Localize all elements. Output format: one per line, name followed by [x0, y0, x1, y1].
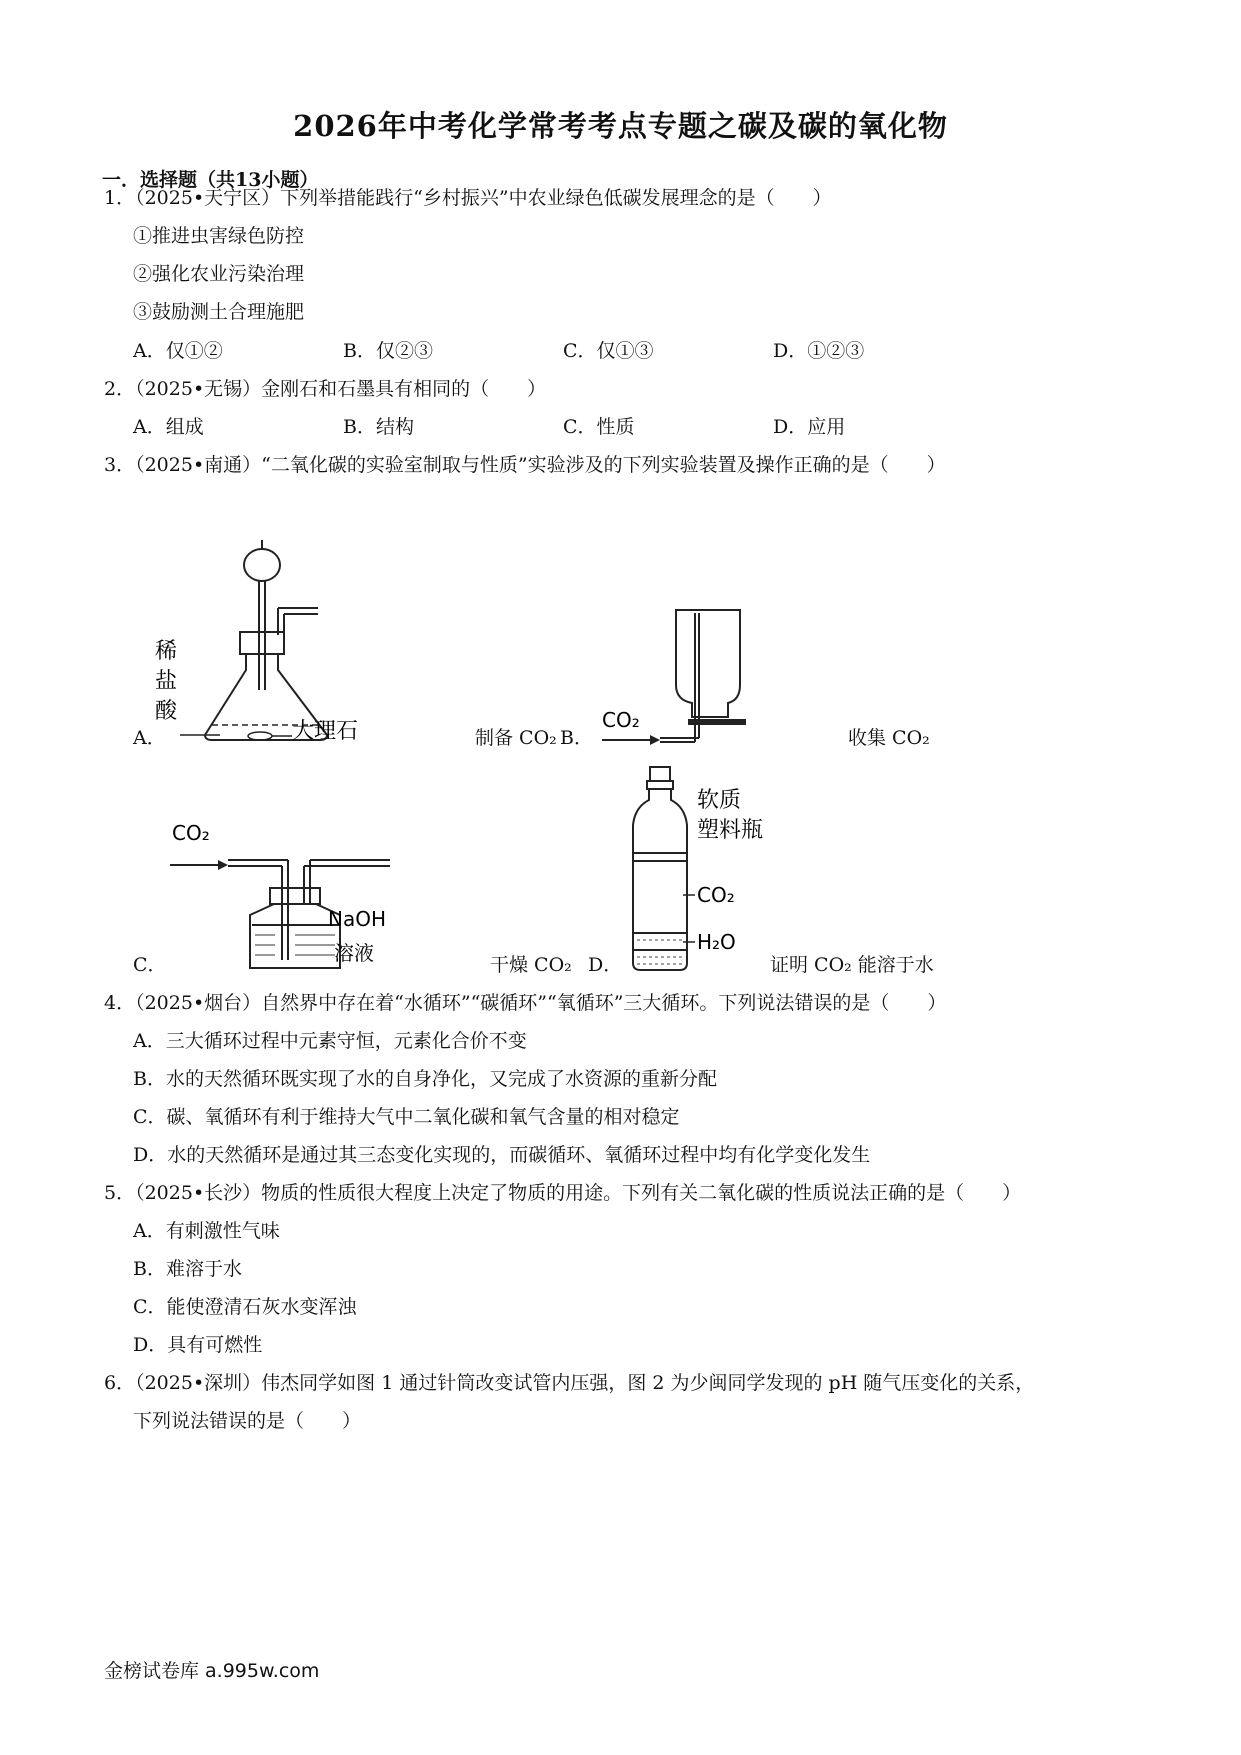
q5-option-b: B．难溶于水	[133, 1258, 242, 1280]
q4-option-d: D．水的天然循环是通过其三态变化实现的，而碳循环、氧循环过程中均有化学变化发生	[133, 1144, 871, 1166]
q1-item: ③鼓励测土合理施肥	[133, 301, 305, 323]
q3-option-a-letter: A．	[133, 727, 166, 749]
q6-stem: 6．（2025•深圳）伟杰同学如图 1 通过针筒改变试管内压强，图 2 为少闽同学发现的 pH 随气压变化的关系，	[104, 1372, 1035, 1394]
q6-stem-continued: 下列说法错误的是（ ）	[133, 1410, 362, 1432]
q2-option-c: C．性质	[563, 416, 635, 438]
q5-stem: 5．（2025•长沙）物质的性质很大程度上决定了物质的用途。下列有关二氧化碳的性质说法正确的是（ ）	[104, 1182, 1022, 1204]
q5-option-d: D．具有可燃性	[133, 1334, 263, 1356]
figure-d-label: 软质	[697, 788, 742, 813]
q3-option-a-caption: 制备 CO₂	[475, 727, 557, 749]
q3-stem: 3．（2025•南通）“二氧化碳的实验室制取与性质”实验涉及的下列实验装置及操作正确的是（ ）	[104, 454, 946, 476]
figure-c-label: 溶液	[334, 941, 374, 965]
q4-option-b: B．水的天然循环既实现了水的自身净化，又完成了水资源的重新分配	[133, 1068, 717, 1090]
q3-option-c-caption: 干燥 CO₂	[490, 954, 572, 976]
figure-a-label: 稀	[155, 639, 178, 664]
q4-stem: 4．（2025•烟台）自然界中存在着“水循环”“碳循环”“氧循环”三大循环。下列说法错误的是（ ）	[104, 992, 947, 1014]
q3-option-c-letter: C．	[133, 954, 167, 976]
q1-option-c: C．仅①③	[563, 340, 654, 362]
figure-a-label: 盐	[155, 669, 178, 694]
figure-b-collection	[600, 605, 750, 745]
q2-option-a: A．组成	[133, 416, 204, 438]
q2-stem: 2．（2025•无锡）金刚石和石墨具有相同的（ ）	[104, 378, 547, 400]
q4-option-c: C．碳、氧循环有利于维持大气中二氧化碳和氧气含量的相对稳定	[133, 1106, 680, 1128]
q1-item: ②强化农业污染治理	[133, 263, 305, 285]
figure-a-label: 酸	[155, 699, 178, 724]
q2-option-d: D．应用	[773, 416, 846, 438]
q1-stem: 1．（2025•天宁区）下列举措能践行“乡村振兴”中农业绿色低碳发展理念的是（ ）	[104, 187, 832, 209]
figure-d-soft-bottle	[625, 765, 775, 975]
figure-a-generator	[155, 540, 400, 750]
q4-option-a: A．三大循环过程中元素守恒，元素化合价不变	[133, 1030, 527, 1052]
figure-c-label: CO₂	[172, 821, 210, 845]
q1-option-d: D．①②③	[773, 340, 865, 362]
q1-option-a: A．仅①②	[133, 340, 223, 362]
figure-c-drying	[170, 800, 420, 975]
q5-option-c: C．能使澄清石灰水变浑浊	[133, 1296, 357, 1318]
figure-d-label: H₂O	[697, 930, 736, 954]
q1-item: ①推进虫害绿色防控	[133, 225, 305, 247]
q3-option-b-letter: B．	[560, 727, 593, 749]
page-title: 2026年中考化学常考考点专题之碳及碳的氧化物	[293, 109, 948, 143]
figure-b-label: CO₂	[602, 708, 640, 732]
q3-option-d-caption: 证明 CO₂ 能溶于水	[770, 954, 934, 976]
q5-option-a: A．有刺激性气味	[133, 1220, 280, 1242]
q1-option-b: B．仅②③	[343, 340, 433, 362]
figure-a-label: 大理石	[292, 719, 359, 744]
figure-d-label: 塑料瓶	[697, 818, 764, 843]
figure-c-label: NaOH	[328, 907, 386, 931]
q2-option-b: B．结构	[343, 416, 414, 438]
q3-option-b-caption: 收集 CO₂	[848, 727, 930, 749]
footer-watermark: 金榜试卷库 a.995w.com	[104, 1660, 320, 1682]
section-heading: 一．选择题（共13小题）	[102, 169, 319, 191]
figure-d-label: CO₂	[697, 883, 735, 907]
q3-option-d-letter: D．	[588, 954, 623, 976]
